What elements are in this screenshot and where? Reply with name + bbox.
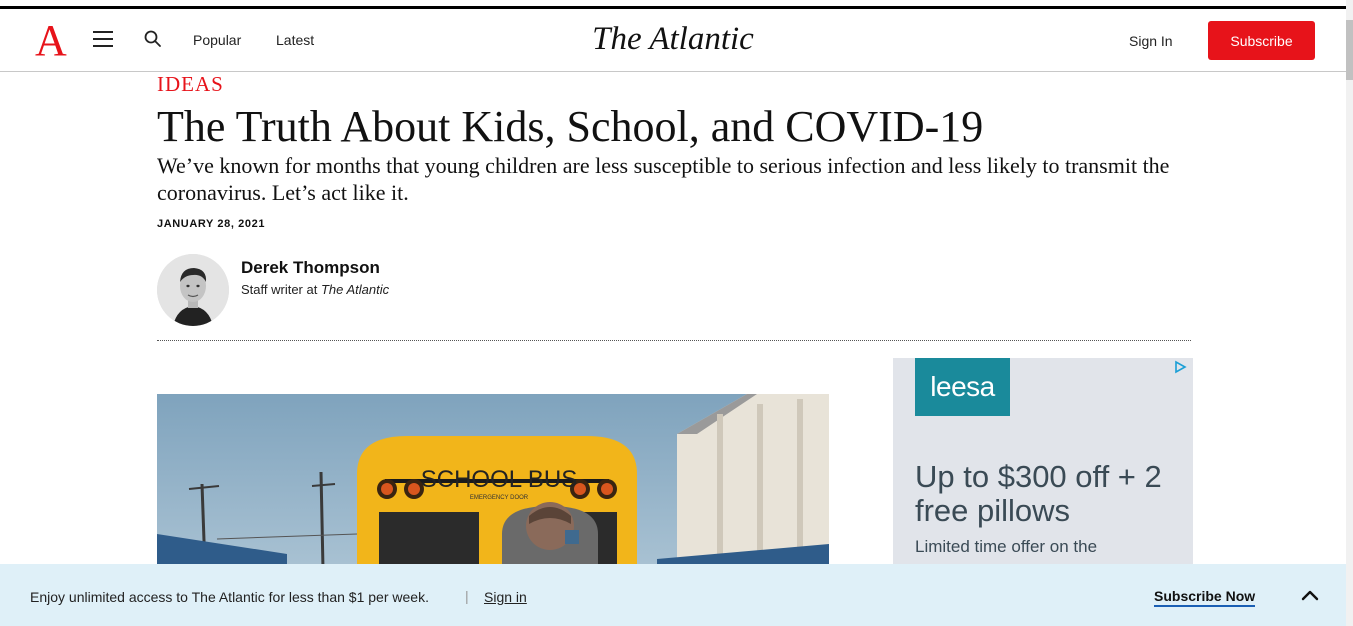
promo-sign-in-link[interactable]: Sign in bbox=[484, 589, 527, 605]
article-title: The Truth About Kids, School, and COVID-19 bbox=[157, 102, 984, 151]
hero-image bbox=[157, 394, 829, 569]
page-scrollbar[interactable] bbox=[1346, 0, 1353, 626]
section-label[interactable]: IDEAS bbox=[157, 72, 224, 96]
author-portrait-icon bbox=[157, 254, 229, 326]
school-bus-photo bbox=[157, 394, 829, 569]
ad-subtext[interactable]: Limited time offer on the bbox=[915, 537, 1098, 556]
subscribe-button[interactable]: Subscribe bbox=[1208, 21, 1315, 60]
search-icon[interactable] bbox=[143, 29, 163, 49]
author-role-prefix: Staff writer at bbox=[241, 282, 321, 297]
author-name-link[interactable]: Derek Thompson bbox=[241, 258, 380, 277]
hamburger-menu-icon[interactable] bbox=[93, 31, 113, 47]
advertisement[interactable] bbox=[893, 358, 1193, 570]
nav-latest-link[interactable]: Latest bbox=[276, 32, 315, 48]
ad-headline[interactable]: Up to $300 off + 2 free pillows bbox=[915, 459, 1162, 528]
article-dek: We’ve known for months that young children are less susceptible to serious infection and less likely to transmit the coronavirus. Let’s act like it. bbox=[157, 153, 1170, 205]
author-role bbox=[241, 282, 389, 297]
site-header bbox=[0, 6, 1346, 72]
bus-sign-text: SCHOOL BUS bbox=[420, 466, 578, 493]
author-avatar[interactable] bbox=[157, 254, 229, 326]
adchoices-icon[interactable] bbox=[1173, 360, 1187, 374]
byline-divider bbox=[157, 340, 1191, 341]
promo-separator: | bbox=[465, 588, 469, 604]
chevron-up-icon[interactable] bbox=[1301, 588, 1319, 602]
scrollbar-thumb[interactable] bbox=[1346, 20, 1353, 80]
article-date: JANUARY 28, 2021 bbox=[157, 218, 266, 230]
subscribe-now-link[interactable]: Subscribe Now bbox=[1154, 588, 1255, 607]
sign-in-link[interactable]: Sign In bbox=[1129, 33, 1173, 49]
atlantic-logo[interactable]: A bbox=[35, 16, 67, 65]
promo-text: Enjoy unlimited access to The Atlantic for less than $1 per week. bbox=[30, 589, 429, 605]
leesa-logo[interactable]: leesa bbox=[915, 358, 1010, 416]
brand-wordmark: The Atlantic bbox=[592, 21, 754, 57]
author-role-publication: The Atlantic bbox=[320, 282, 390, 297]
bus-sub-sign-text: EMERGENCY DOOR bbox=[469, 495, 529, 501]
nav-popular-link[interactable]: Popular bbox=[193, 32, 242, 48]
subscription-promo-bar bbox=[0, 564, 1346, 626]
